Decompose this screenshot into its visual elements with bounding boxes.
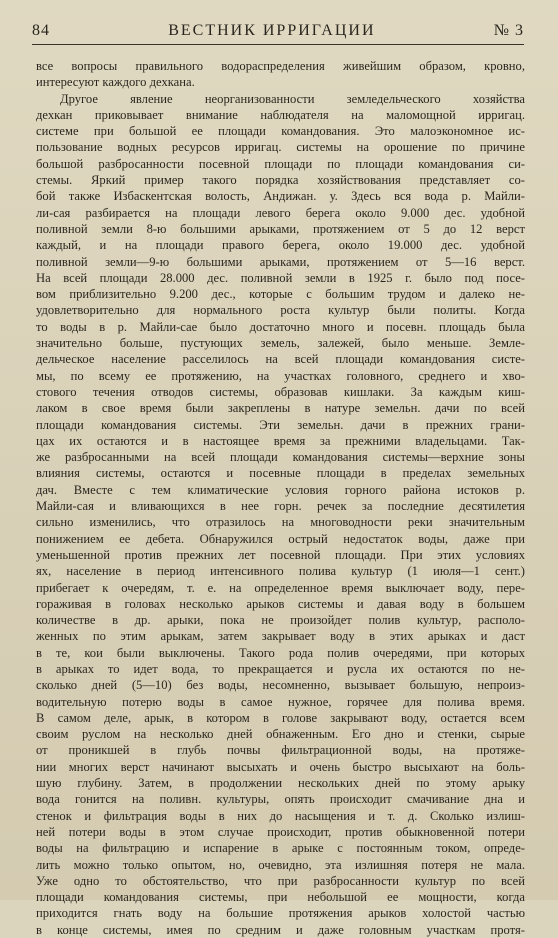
text-line: уменьшенной против прежних лет посевной площади. При этих условиях xyxy=(36,547,525,562)
text-line: понижением ее дебета. Обнаружился острый недостаток воды, даже при xyxy=(36,531,525,546)
text-line: интересуют каждого дехкана. xyxy=(36,75,195,90)
text-line: ях, население в период интенсивного полива культур (1 июля—1 сент.) xyxy=(36,564,525,579)
text-line: в конце системы, имея по средним и даже головным участкам протя- xyxy=(36,922,525,937)
text-line: сильно изменились, что отразилось на многоводности реки значительным xyxy=(36,515,525,530)
article-body xyxy=(36,58,525,938)
text-line: воды на фильтрацию и испарение в арыке с постоянным током, опреде- xyxy=(36,841,525,856)
text-line: В самом деле, арык, в котором в голове закрывают воду, остается всем xyxy=(36,710,525,725)
text-line: лаком в свое время были закреплены в натуре земельн. дачи по всей xyxy=(36,401,525,416)
text-line: дельческое население расселилось на всей площади командования систе- xyxy=(36,352,525,367)
text-line: удовлетворительно для нормального роста культур были политы. Когда xyxy=(36,303,525,318)
text-line: поливной земли 8-ю большими арыками, протяжением от 5 до 12 верст xyxy=(36,221,525,236)
text-line: гораживая в головах несколько арыков системы и давая воду в большем xyxy=(36,596,525,611)
text-line: прибегает к очередям, т. е. на определенное время выключает воду, пере- xyxy=(36,580,525,595)
text-line: своим руслом на несколько дней обнаженным. Его дно и стенки, сырые xyxy=(36,727,525,742)
text-line: вом приблизительно 9.200 дес., которые с большим трудом и далеко не- xyxy=(36,287,525,302)
text-line: цах их остаются и в настоящее время за прежними владельцами. Так- xyxy=(36,433,525,448)
text-line: дач. Вместе с тем климатические условия горного района истоков р. xyxy=(36,482,525,497)
text-line: стемы. Яркий пример такого порядка хозяйствования представляет со- xyxy=(36,173,525,188)
text-line: Майли-сая и вливающихся в нее горн. речек за последние десятилетия xyxy=(36,499,525,514)
text-line: ли-сая разбирается на площади левого берега около 9.000 дес. удобной xyxy=(36,205,525,220)
text-line: в арыках то идет вода, то прекращается и русла их остаются по не- xyxy=(36,661,525,676)
text-line: влияния системы, остаются и посевные площади в пределах земельных xyxy=(36,466,525,481)
text-line: стового течения отводов системы, образовав кишлаки. За каждым киш- xyxy=(36,384,525,399)
page-number: 84 xyxy=(32,22,50,39)
text-line: значительно больше, пустующих земель, залежей, было меньше. Земле- xyxy=(36,336,525,351)
text-line: нии многих верст начинают высыхать и очень быстро высыхают на боль- xyxy=(36,759,525,774)
text-line: же разбросанными на всей площади командования системы—верхние зоны xyxy=(36,450,525,465)
text-line: На всей площади 28.000 дес. поливной земли в 1925 г. было под посе- xyxy=(36,270,525,285)
text-line: системе при большой ее площади командования. Это малоэкономное ис- xyxy=(36,124,525,139)
text-line: все вопросы правильного водораспределения живейшим образом, кровно, xyxy=(36,59,525,73)
text-line: Другое явление неорганизованности земледельческого хозяйства xyxy=(60,91,525,106)
text-line: приходится гнать воду на большие протяжения арыков холостой частью xyxy=(36,906,525,921)
text-line: сколько дней (5—10) без воды, несомненно, вызывает большую, непроиз- xyxy=(36,678,525,693)
text-line: бой также Избаскентская волость, Андижан. у. Здесь вся вода р. Майли- xyxy=(36,189,525,204)
text-line: шую глубину. Затем, в продолжении нескольких дней по этому арыку xyxy=(36,776,525,791)
text-line: в те, кои были выключены. Такого рода полив очередями, при которых xyxy=(36,645,525,660)
text-line: дехкан приковывает внимание наблюдателя на маломощной ирригац. xyxy=(36,107,525,122)
text-line: большой разбросанности посевной площади по площади командования си- xyxy=(36,156,525,171)
text-line: от проникшей в глубь почвы фильтрационной воды, на протяже- xyxy=(36,743,525,758)
text-line: мы, по всему ее протяжению, на участках головного, среднего и хво- xyxy=(36,368,525,383)
header-rule xyxy=(32,44,524,45)
text-line: водительную потерю воды в самое нужное, горячее для полива время. xyxy=(36,694,525,709)
text-line: лить можно только опытом, но, очевидно, эта излишняя потеря не мала. xyxy=(36,857,525,872)
text-line: поливной земли—9-ю большими арыками, протяжением от 5—16 верст. xyxy=(36,254,525,269)
text-line: вода гонится на поливн. культуры, опять происходит смачивание дна и xyxy=(36,792,525,807)
journal-title: ВЕСТНИК ИРРИГАЦИИ xyxy=(168,22,376,39)
text-line: то воды в р. Майли-сае было достаточно много и посевн. площадь была xyxy=(36,319,525,334)
text-line: площади командования системы, при небольшой ее мощности, когда xyxy=(36,890,525,905)
text-line: Уже одно то обстоятельство, что при разбросанности культур по всей xyxy=(36,873,525,888)
text-line: стенок и фильтрация воды в них до насыщения и т. д. Сколько излиш- xyxy=(36,808,525,823)
text-line: ней потери воды в этом случае происходит, против обыкновенной потери xyxy=(36,824,525,839)
text-line: количестве в др. арыки, пока не произойдет полив культур, располо- xyxy=(36,613,525,628)
running-header xyxy=(32,20,524,42)
text-line: женных по этим арыкам, затем закрывает воду в этих арыках и даст xyxy=(36,629,525,644)
issue-number: № 3 xyxy=(493,22,524,39)
text-line: площади командования системы. Эти земельн. дачи в прежних грани- xyxy=(36,417,525,432)
text-line: пользование водных ресурсов ирригац. системы на орошение по причине xyxy=(36,140,525,155)
text-line: каждый, и на площади правого берега, около 19.000 дес. удобной xyxy=(36,238,525,253)
